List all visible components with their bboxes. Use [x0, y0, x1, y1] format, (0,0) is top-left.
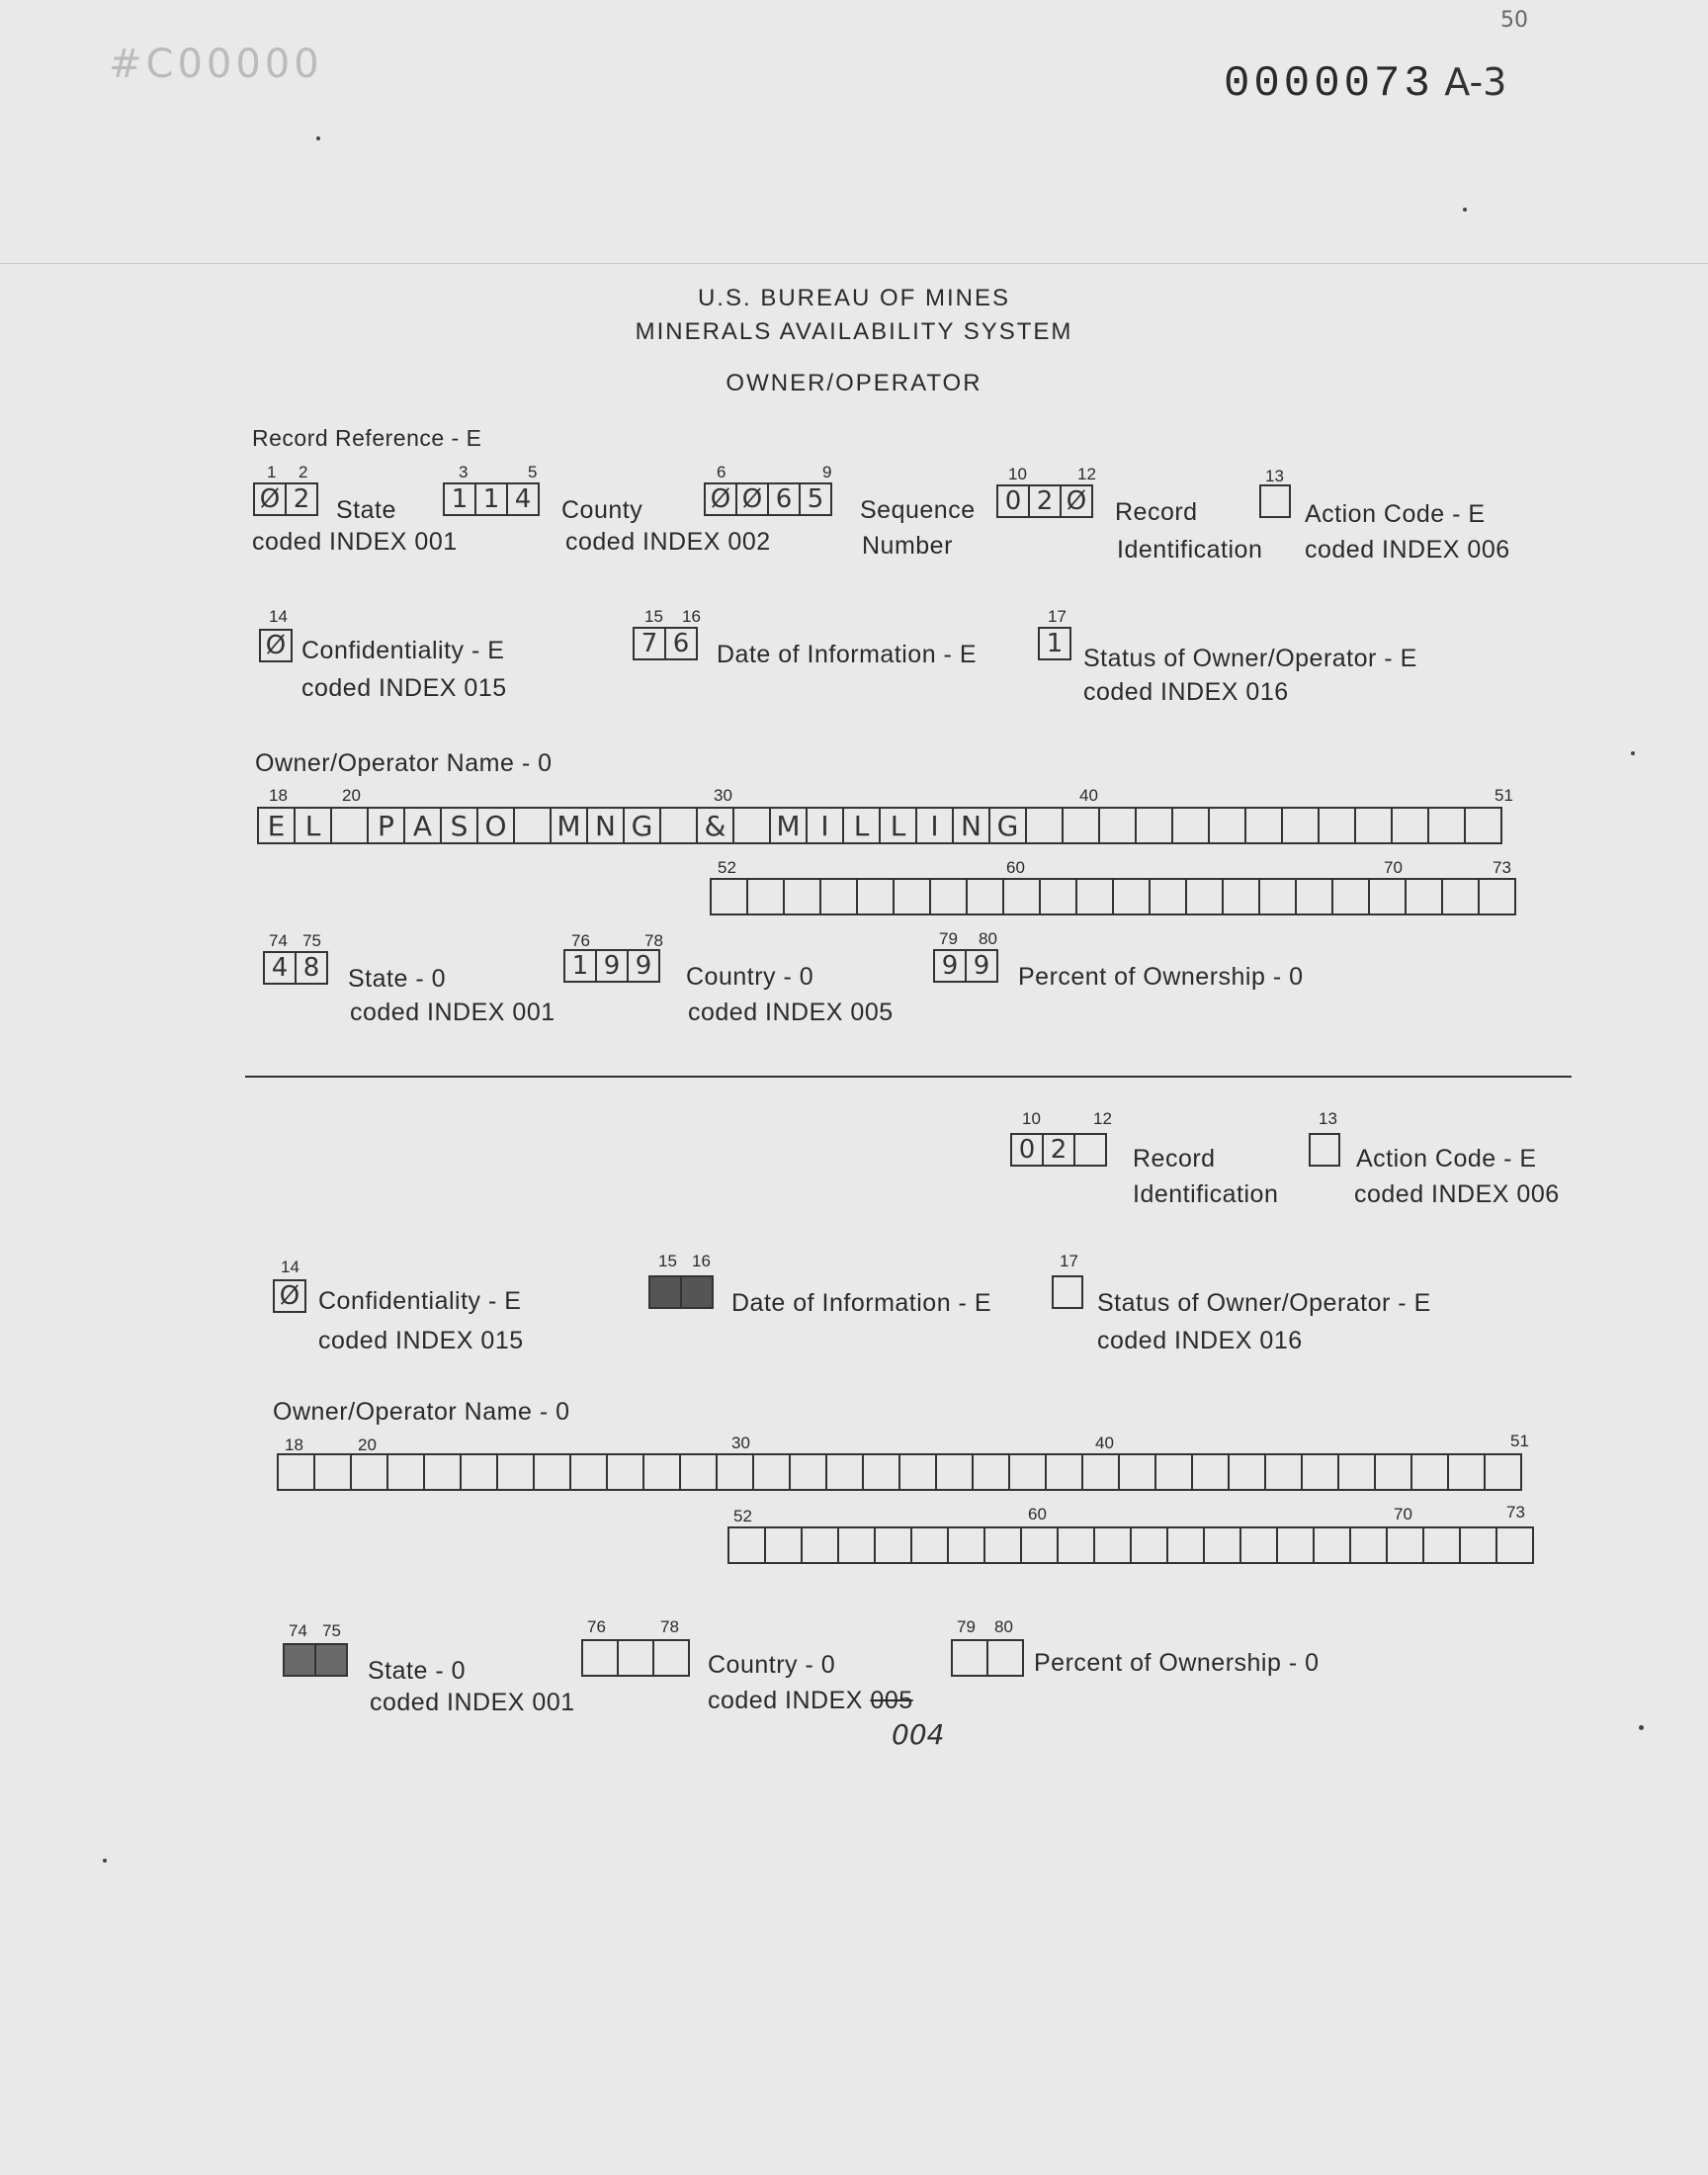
s1-pct-col2: 80: [979, 929, 997, 948]
s2-ctry-sub-struck: 005: [870, 1687, 913, 1714]
name-cell[interactable]: [1002, 878, 1041, 915]
s1-date-col2: 16: [682, 607, 701, 626]
s1-county-box[interactable]: 1: [443, 482, 476, 516]
s2-conf-col: 14: [281, 1258, 299, 1276]
s1-state-label: State: [336, 496, 396, 524]
s2-name-label: Owner/Operator Name - 0: [273, 1398, 570, 1426]
s2-pct-box[interactable]: [986, 1639, 1024, 1677]
s1-seq-sub: Number: [862, 532, 953, 560]
s2-name-n60: 60: [1028, 1505, 1047, 1523]
name-cell[interactable]: [1464, 807, 1502, 844]
name-cell[interactable]: L: [294, 807, 332, 844]
name-cell[interactable]: [789, 1453, 827, 1491]
s1-status-boxes[interactable]: [1038, 627, 1071, 660]
s2-st2-box[interactable]: [283, 1643, 316, 1677]
s1-seq-box[interactable]: 5: [799, 482, 832, 516]
s2-status-box[interactable]: [1052, 1275, 1083, 1309]
name-cell[interactable]: [496, 1453, 535, 1491]
name-cell[interactable]: [350, 1453, 388, 1491]
page-number: 50: [1500, 8, 1528, 33]
s1-seq-box[interactable]: Ø: [704, 482, 737, 516]
s1-st2-box[interactable]: 8: [295, 951, 328, 985]
s1-seq-box[interactable]: Ø: [735, 482, 769, 516]
name-cell[interactable]: [1281, 807, 1320, 844]
s1-county-col1: 3: [459, 463, 469, 481]
name-cell[interactable]: [1203, 1526, 1241, 1564]
name-cell[interactable]: [679, 1453, 718, 1491]
s1-name-row2[interactable]: [710, 878, 1516, 915]
s1-ctry-col1: 76: [571, 931, 590, 950]
name-cell[interactable]: [313, 1453, 352, 1491]
name-cell[interactable]: [1244, 807, 1283, 844]
s1-county-box[interactable]: 4: [506, 482, 540, 516]
name-cell[interactable]: [606, 1453, 644, 1491]
name-cell[interactable]: [732, 807, 771, 844]
s1-ctry-label: Country - 0: [686, 963, 814, 991]
s2-date-label: Date of Information - E: [731, 1289, 992, 1317]
name-cell[interactable]: [972, 1453, 1010, 1491]
s2-ctry-col2: 78: [660, 1617, 679, 1636]
name-cell[interactable]: [1264, 1453, 1303, 1491]
name-cell[interactable]: [1459, 1526, 1497, 1564]
s2-action-label: Action Code - E: [1356, 1145, 1537, 1173]
s2-st2-col1: 74: [289, 1621, 307, 1640]
s2-st2-box[interactable]: [314, 1643, 348, 1677]
scan-speck: [1639, 1725, 1644, 1730]
name-cell[interactable]: [783, 878, 821, 915]
s1-name-row1[interactable]: [257, 807, 1502, 844]
name-cell[interactable]: [1222, 878, 1260, 915]
s1-action-box[interactable]: [1259, 484, 1291, 518]
s1-rec-col2: 12: [1077, 465, 1096, 483]
name-cell[interactable]: G: [623, 807, 661, 844]
s2-name-n52: 52: [733, 1507, 752, 1525]
name-cell[interactable]: [1020, 1526, 1059, 1564]
name-cell[interactable]: [1039, 878, 1077, 915]
name-cell[interactable]: [1057, 1526, 1095, 1564]
s2-pct-col2: 80: [994, 1617, 1013, 1636]
name-cell[interactable]: [330, 807, 369, 844]
s1-action-label: Action Code - E: [1305, 500, 1486, 528]
name-cell[interactable]: [1368, 878, 1407, 915]
name-cell[interactable]: [1447, 1453, 1486, 1491]
s1-ctry-box[interactable]: 1: [563, 949, 597, 983]
s1-seq-boxes[interactable]: [704, 482, 832, 516]
s1-pct-box[interactable]: 9: [965, 949, 998, 983]
name-cell[interactable]: [1239, 1526, 1278, 1564]
s2-name-n73: 73: [1506, 1503, 1525, 1522]
name-cell[interactable]: L: [842, 807, 881, 844]
s1-seq-col1: 6: [717, 463, 726, 481]
name-cell[interactable]: [1484, 1453, 1522, 1491]
name-cell[interactable]: [423, 1453, 462, 1491]
name-cell[interactable]: [1093, 1526, 1132, 1564]
name-cell[interactable]: [1008, 1453, 1047, 1491]
name-cell[interactable]: N: [586, 807, 625, 844]
name-cell[interactable]: M: [769, 807, 808, 844]
s2-name-n18: 18: [285, 1436, 303, 1454]
s2-conf-label: Confidentiality - E: [318, 1287, 522, 1315]
s1-name-n20: 20: [342, 786, 361, 805]
name-cell[interactable]: [1386, 1526, 1424, 1564]
name-cell[interactable]: P: [367, 807, 405, 844]
s1-date-boxes[interactable]: [633, 627, 698, 660]
s2-name-n30: 30: [731, 1434, 750, 1452]
name-cell[interactable]: [533, 1453, 571, 1491]
name-cell[interactable]: [1374, 1453, 1412, 1491]
s2-st2-col2: 75: [322, 1621, 341, 1640]
s1-state-sub: coded INDEX 001: [252, 528, 458, 556]
title-line2: MINERALS AVAILABILITY SYSTEM: [635, 318, 1073, 345]
s2-st2-sub: coded INDEX 001: [370, 1689, 575, 1716]
s1-ctry-sub: coded INDEX 005: [688, 999, 894, 1026]
name-cell[interactable]: [983, 1526, 1022, 1564]
s2-name-row1[interactable]: [277, 1453, 1522, 1491]
doc-number-suffix: A-3: [1444, 60, 1507, 104]
name-cell[interactable]: [910, 1526, 949, 1564]
s2-name-row2[interactable]: [727, 1526, 1534, 1564]
name-cell[interactable]: [801, 1526, 839, 1564]
name-cell[interactable]: [1228, 1453, 1266, 1491]
s1-pct-label: Percent of Ownership - 0: [1018, 963, 1304, 991]
doc-number: [1224, 59, 1506, 109]
s1-conf-sub: coded INDEX 015: [301, 674, 507, 702]
scan-speck: [1631, 751, 1635, 755]
s2-conf-sub: coded INDEX 015: [318, 1327, 524, 1354]
s2-ctry-box[interactable]: [652, 1639, 690, 1677]
name-cell[interactable]: G: [988, 807, 1027, 844]
name-cell[interactable]: [1422, 1526, 1461, 1564]
s2-rec-col2: 12: [1093, 1109, 1112, 1128]
s2-action-sub: coded INDEX 006: [1354, 1180, 1560, 1208]
s1-rec-box[interactable]: 0: [996, 484, 1030, 518]
s2-pct-col1: 79: [957, 1617, 976, 1636]
name-cell[interactable]: [1276, 1526, 1315, 1564]
s1-seq-box[interactable]: 6: [767, 482, 801, 516]
name-cell[interactable]: [1405, 878, 1443, 915]
s1-rec-col1: 10: [1008, 465, 1027, 483]
s1-county-boxes[interactable]: [443, 482, 540, 516]
s2-ctry-box[interactable]: [581, 1639, 619, 1677]
name-cell[interactable]: [935, 1453, 974, 1491]
s2-action-box[interactable]: [1309, 1133, 1340, 1167]
name-cell[interactable]: [947, 1526, 985, 1564]
doc-number-digits: 0000073: [1224, 59, 1434, 109]
s2-pct-box[interactable]: [951, 1639, 988, 1677]
s1-status-box[interactable]: 1: [1038, 627, 1071, 660]
s1-state-col2: 2: [299, 463, 308, 481]
s1-name-label: Owner/Operator Name - 0: [255, 749, 553, 777]
s1-conf-label: Confidentiality - E: [301, 637, 505, 664]
name-cell[interactable]: [1112, 878, 1151, 915]
name-cell[interactable]: A: [403, 807, 442, 844]
name-cell[interactable]: [1354, 807, 1393, 844]
s1-name-n30: 30: [714, 786, 732, 805]
name-cell[interactable]: [727, 1526, 766, 1564]
s2-rec-col1: 10: [1022, 1109, 1041, 1128]
s2-name-n20: 20: [358, 1436, 377, 1454]
s1-county-col2: 5: [528, 463, 538, 481]
name-cell[interactable]: [710, 878, 748, 915]
s2-ctry-label: Country - 0: [708, 1651, 836, 1679]
name-cell[interactable]: I: [915, 807, 954, 844]
name-cell[interactable]: [1441, 878, 1480, 915]
name-cell[interactable]: S: [440, 807, 478, 844]
s1-ctry-box[interactable]: 9: [595, 949, 629, 983]
name-cell[interactable]: [1495, 1526, 1534, 1564]
name-cell[interactable]: [1337, 1453, 1376, 1491]
s1-date-box[interactable]: 7: [633, 627, 666, 660]
s1-name-n70: 70: [1384, 858, 1403, 877]
name-cell[interactable]: [1075, 878, 1114, 915]
name-cell[interactable]: [1295, 878, 1333, 915]
s2-rec-box[interactable]: 0: [1010, 1133, 1044, 1167]
name-cell[interactable]: [1191, 1453, 1230, 1491]
s1-state-col1: 1: [267, 463, 277, 481]
s2-ctry-box[interactable]: [617, 1639, 654, 1677]
title-line3: OWNER/OPERATOR: [726, 370, 982, 396]
s1-action-col: 13: [1265, 467, 1284, 485]
s1-state-box[interactable]: Ø: [253, 482, 287, 516]
name-cell[interactable]: [277, 1453, 315, 1491]
s1-ctry-box[interactable]: 9: [627, 949, 660, 983]
name-cell[interactable]: [862, 1453, 900, 1491]
s2-st2-label: State - 0: [368, 1657, 466, 1685]
s1-county-sub: coded INDEX 002: [565, 528, 771, 556]
name-cell[interactable]: [1391, 807, 1429, 844]
s2-date-col2: 16: [692, 1252, 711, 1270]
s1-name-n52: 52: [718, 858, 736, 877]
name-cell[interactable]: I: [806, 807, 844, 844]
s1-pct-box[interactable]: 9: [933, 949, 967, 983]
s2-ctry-boxes[interactable]: [581, 1639, 690, 1677]
name-cell[interactable]: [1427, 807, 1466, 844]
s1-pct-boxes[interactable]: [933, 949, 998, 983]
scan-speck: [103, 1859, 107, 1863]
name-cell[interactable]: [929, 878, 968, 915]
section-divider: [245, 1076, 1572, 1078]
s1-st2-col1: 74: [269, 931, 288, 950]
s1-date-col1: 15: [644, 607, 663, 626]
name-cell[interactable]: [659, 807, 698, 844]
s2-rec-label: Record: [1133, 1145, 1216, 1173]
name-cell[interactable]: [460, 1453, 498, 1491]
name-cell[interactable]: [1301, 1453, 1339, 1491]
s1-st2-boxes[interactable]: [263, 951, 328, 985]
name-cell[interactable]: [1025, 807, 1064, 844]
s1-status-col: 17: [1048, 607, 1067, 626]
name-cell[interactable]: [1331, 878, 1370, 915]
s1-rec-sub: Identification: [1117, 536, 1263, 564]
name-cell[interactable]: [898, 1453, 937, 1491]
name-cell[interactable]: [1062, 807, 1100, 844]
name-cell[interactable]: [1045, 1453, 1083, 1491]
s1-seq-col2: 9: [822, 463, 832, 481]
name-cell[interactable]: E: [257, 807, 296, 844]
s1-pct-col1: 79: [939, 929, 958, 948]
s1-name-n40: 40: [1079, 786, 1098, 805]
top-left-stamp: #C00000: [109, 42, 323, 87]
s1-rec-box[interactable]: 2: [1028, 484, 1062, 518]
s2-pct-label: Percent of Ownership - 0: [1034, 1649, 1320, 1677]
s2-status-col: 17: [1060, 1252, 1078, 1270]
name-cell[interactable]: [1135, 807, 1173, 844]
name-cell[interactable]: [569, 1453, 608, 1491]
s2-date-boxes[interactable]: [648, 1275, 714, 1309]
name-cell[interactable]: [764, 1526, 803, 1564]
name-cell[interactable]: [716, 1453, 754, 1491]
name-cell[interactable]: [966, 878, 1004, 915]
s1-st2-col2: 75: [302, 931, 321, 950]
s2-conf-box[interactable]: Ø: [273, 1279, 306, 1313]
name-cell[interactable]: [1130, 1526, 1168, 1564]
s2-ctry-sub: [708, 1687, 913, 1715]
name-cell[interactable]: [837, 1526, 876, 1564]
s2-status-sub: coded INDEX 016: [1097, 1327, 1303, 1354]
s1-ctry-col2: 78: [644, 931, 663, 950]
s1-conf-boxes[interactable]: [259, 629, 293, 662]
s1-rec-box[interactable]: Ø: [1060, 484, 1093, 518]
s2-name-n70: 70: [1394, 1505, 1412, 1523]
s1-seq-label: Sequence: [860, 496, 976, 524]
name-cell[interactable]: N: [952, 807, 990, 844]
s1-rec-boxes[interactable]: [996, 484, 1093, 518]
s1-county-label: County: [561, 496, 643, 524]
s1-name-n60: 60: [1006, 858, 1025, 877]
s1-status-label: Status of Owner/Operator - E: [1083, 645, 1417, 672]
name-cell[interactable]: [746, 878, 785, 915]
name-cell[interactable]: [1166, 1526, 1205, 1564]
s1-state-boxes[interactable]: [253, 482, 318, 516]
name-cell[interactable]: [1349, 1526, 1388, 1564]
s2-name-n40: 40: [1095, 1434, 1114, 1452]
name-cell[interactable]: [1478, 878, 1516, 915]
title-line1: U.S. BUREAU OF MINES: [697, 285, 1011, 311]
name-cell[interactable]: [386, 1453, 425, 1491]
s2-rec-box[interactable]: [1073, 1133, 1107, 1167]
s2-st2-boxes[interactable]: [283, 1643, 348, 1677]
s2-ctry-col1: 76: [587, 1617, 606, 1636]
name-cell[interactable]: [1118, 1453, 1156, 1491]
s1-st2-box[interactable]: 4: [263, 951, 297, 985]
s2-name-n51: 51: [1510, 1432, 1529, 1450]
name-cell[interactable]: [1185, 878, 1224, 915]
name-cell[interactable]: [819, 878, 858, 915]
s2-rec-sub: Identification: [1133, 1180, 1279, 1208]
name-cell[interactable]: [1154, 1453, 1193, 1491]
s2-pct-boxes[interactable]: [951, 1639, 1024, 1677]
s1-date-label: Date of Information - E: [717, 641, 978, 668]
s1-status-sub: coded INDEX 016: [1083, 678, 1289, 706]
record-reference-label: Record Reference - E: [252, 425, 482, 451]
s2-rec-box[interactable]: 2: [1042, 1133, 1075, 1167]
name-cell[interactable]: [513, 807, 552, 844]
s2-conf-boxes[interactable]: [273, 1279, 306, 1313]
name-cell[interactable]: [1098, 807, 1137, 844]
s1-county-box[interactable]: 1: [474, 482, 508, 516]
s2-status-label: Status of Owner/Operator - E: [1097, 1289, 1431, 1317]
s2-date-col1: 15: [658, 1252, 677, 1270]
name-cell[interactable]: [856, 878, 895, 915]
name-cell[interactable]: [1149, 878, 1187, 915]
s1-action-sub: coded INDEX 006: [1305, 536, 1510, 564]
s1-ctry-boxes[interactable]: [563, 949, 660, 983]
name-cell[interactable]: [1318, 807, 1356, 844]
s2-rec-boxes[interactable]: [1010, 1133, 1107, 1167]
s2-date-box[interactable]: [680, 1275, 714, 1309]
name-cell[interactable]: [1313, 1526, 1351, 1564]
name-cell[interactable]: O: [476, 807, 515, 844]
s1-conf-box[interactable]: Ø: [259, 629, 293, 662]
name-cell[interactable]: [893, 878, 931, 915]
s1-st2-sub: coded INDEX 001: [350, 999, 555, 1026]
s1-name-n51: 51: [1494, 786, 1513, 805]
s1-date-box[interactable]: 6: [664, 627, 698, 660]
name-cell[interactable]: [1258, 878, 1297, 915]
name-cell[interactable]: [1208, 807, 1246, 844]
s2-date-box[interactable]: [648, 1275, 682, 1309]
s1-conf-col: 14: [269, 607, 288, 626]
scan-speck: [1463, 208, 1467, 212]
s2-action-col: 13: [1319, 1109, 1337, 1128]
s1-name-n73: 73: [1493, 858, 1511, 877]
s1-name-n18: 18: [269, 786, 288, 805]
name-cell[interactable]: [874, 1526, 912, 1564]
name-cell[interactable]: [1410, 1453, 1449, 1491]
s2-ctry-sub-text: coded INDEX: [708, 1687, 863, 1714]
name-cell[interactable]: L: [879, 807, 917, 844]
s2-ctry-sub-handwritten: 004: [892, 1718, 945, 1751]
name-cell[interactable]: M: [550, 807, 588, 844]
top-faint-line: [0, 263, 1708, 264]
s1-rec-label: Record: [1115, 498, 1198, 526]
name-cell[interactable]: &: [696, 807, 734, 844]
s1-state-box[interactable]: 2: [285, 482, 318, 516]
name-cell[interactable]: [825, 1453, 864, 1491]
name-cell[interactable]: [752, 1453, 791, 1491]
name-cell[interactable]: [642, 1453, 681, 1491]
name-cell[interactable]: [1171, 807, 1210, 844]
scan-speck: [316, 136, 320, 140]
s1-st2-label: State - 0: [348, 965, 446, 993]
name-cell[interactable]: [1081, 1453, 1120, 1491]
